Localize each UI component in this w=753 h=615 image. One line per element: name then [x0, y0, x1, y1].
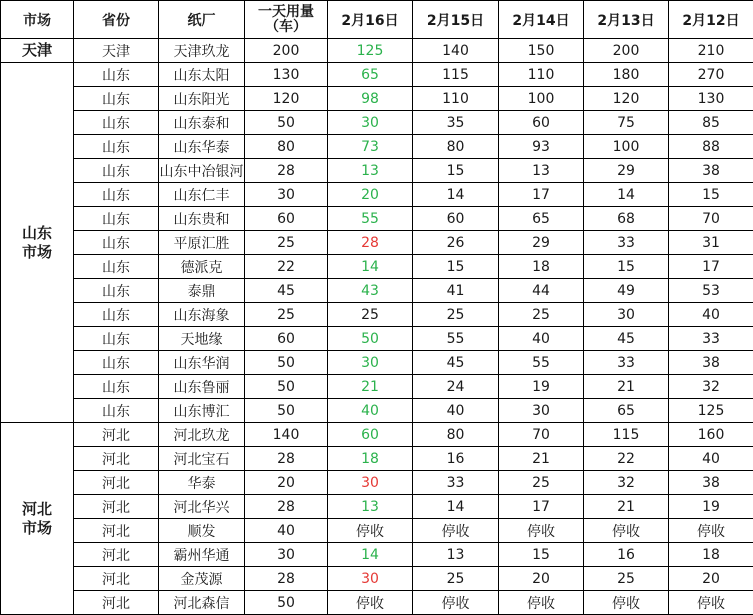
value-0214-cell: 停收 — [499, 519, 584, 543]
value-0216-cell: 13 — [328, 159, 413, 183]
header-daily-usage — [245, 1, 328, 39]
value-0214-cell: 20 — [499, 567, 584, 591]
value-0212-cell: 160 — [669, 423, 753, 447]
daily-usage-cell: 50 — [245, 111, 328, 135]
value-0213-cell: 21 — [584, 495, 669, 519]
value-0216-cell: 25 — [328, 303, 413, 327]
value-0215-cell: 15 — [413, 159, 499, 183]
value-0212-cell: 31 — [669, 231, 753, 255]
value-0215-cell: 35 — [413, 111, 499, 135]
header-daily-usage-line2: （车） — [265, 19, 307, 35]
header-row — [1, 1, 753, 39]
header-date-0212: 2月12日 — [669, 1, 753, 39]
daily-usage-cell: 28 — [245, 159, 328, 183]
table-row — [1, 183, 753, 207]
mill-cell: 泰鼎 — [159, 279, 245, 303]
mill-cell: 山东海象 — [159, 303, 245, 327]
value-0216-cell: 28 — [328, 231, 413, 255]
value-0216-cell: 43 — [328, 279, 413, 303]
header-province: 省份 — [74, 1, 159, 39]
value-0215-cell: 110 — [413, 87, 499, 111]
value-0214-cell: 19 — [499, 375, 584, 399]
value-0216-cell: 40 — [328, 399, 413, 423]
market-label-line1: 山东 — [22, 224, 52, 242]
province-cell: 河北 — [74, 591, 159, 615]
daily-usage-cell: 28 — [245, 495, 328, 519]
value-0216-cell: 55 — [328, 207, 413, 231]
value-0214-cell: 40 — [499, 327, 584, 351]
value-0213-cell: 200 — [584, 39, 669, 63]
mill-cell: 山东中冶银河 — [159, 159, 245, 183]
value-0212-cell: 18 — [669, 543, 753, 567]
value-0214-cell: 110 — [499, 63, 584, 87]
value-0215-cell: 60 — [413, 207, 499, 231]
mill-cell: 华泰 — [159, 471, 245, 495]
value-0216-cell: 14 — [328, 543, 413, 567]
province-cell: 山东 — [74, 63, 159, 87]
daily-usage-cell: 50 — [245, 399, 328, 423]
value-0212-cell: 17 — [669, 255, 753, 279]
value-0216-cell: 18 — [328, 447, 413, 471]
value-0215-cell: 40 — [413, 399, 499, 423]
value-0216-cell: 30 — [328, 351, 413, 375]
daily-usage-cell: 50 — [245, 591, 328, 615]
mill-cell: 天津玖龙 — [159, 39, 245, 63]
value-0216-cell: 50 — [328, 327, 413, 351]
value-0216-cell: 65 — [328, 63, 413, 87]
value-0214-cell: 30 — [499, 399, 584, 423]
value-0215-cell: 停收 — [413, 591, 499, 615]
value-0215-cell: 14 — [413, 183, 499, 207]
value-0215-cell: 41 — [413, 279, 499, 303]
table-row — [1, 399, 753, 423]
value-0212-cell: 38 — [669, 471, 753, 495]
table-row — [1, 159, 753, 183]
header-date-0214: 2月14日 — [499, 1, 584, 39]
table-row — [1, 63, 753, 87]
mill-cell: 河北森信 — [159, 591, 245, 615]
value-0215-cell: 26 — [413, 231, 499, 255]
value-0212-cell: 停收 — [669, 591, 753, 615]
value-0214-cell: 70 — [499, 423, 584, 447]
value-0216-cell: 14 — [328, 255, 413, 279]
value-0215-cell: 14 — [413, 495, 499, 519]
value-0216-cell: 30 — [328, 567, 413, 591]
header-date-0215: 2月15日 — [413, 1, 499, 39]
value-0216-cell: 停收 — [328, 591, 413, 615]
value-0212-cell: 32 — [669, 375, 753, 399]
province-cell: 河北 — [74, 543, 159, 567]
value-0216-cell: 停收 — [328, 519, 413, 543]
value-0216-cell: 21 — [328, 375, 413, 399]
province-cell: 山东 — [74, 279, 159, 303]
province-cell: 山东 — [74, 135, 159, 159]
value-0213-cell: 33 — [584, 351, 669, 375]
value-0215-cell: 13 — [413, 543, 499, 567]
province-cell: 山东 — [74, 351, 159, 375]
daily-usage-cell: 30 — [245, 183, 328, 207]
value-0213-cell: 15 — [584, 255, 669, 279]
value-0215-cell: 16 — [413, 447, 499, 471]
province-cell: 河北 — [74, 423, 159, 447]
value-0215-cell: 45 — [413, 351, 499, 375]
table-row — [1, 231, 753, 255]
province-cell: 山东 — [74, 327, 159, 351]
daily-usage-cell: 40 — [245, 519, 328, 543]
province-cell: 河北 — [74, 495, 159, 519]
daily-usage-cell: 45 — [245, 279, 328, 303]
mill-cell: 河北宝石 — [159, 447, 245, 471]
daily-usage-cell: 120 — [245, 87, 328, 111]
value-0213-cell: 33 — [584, 231, 669, 255]
value-0216-cell: 125 — [328, 39, 413, 63]
market-label-line2: 市场 — [22, 519, 52, 537]
table-row — [1, 447, 753, 471]
value-0213-cell: 180 — [584, 63, 669, 87]
value-0216-cell: 98 — [328, 87, 413, 111]
value-0214-cell: 13 — [499, 159, 584, 183]
value-0213-cell: 120 — [584, 87, 669, 111]
mill-cell: 平原汇胜 — [159, 231, 245, 255]
table-row — [1, 327, 753, 351]
table-row — [1, 567, 753, 591]
value-0212-cell: 33 — [669, 327, 753, 351]
table-row — [1, 87, 753, 111]
mill-cell: 德派克 — [159, 255, 245, 279]
daily-usage-cell: 60 — [245, 327, 328, 351]
value-0215-cell: 80 — [413, 135, 499, 159]
value-0213-cell: 75 — [584, 111, 669, 135]
table-body — [1, 39, 753, 615]
mill-cell: 山东博汇 — [159, 399, 245, 423]
mill-cell: 河北玖龙 — [159, 423, 245, 447]
mill-cell: 山东鲁丽 — [159, 375, 245, 399]
value-0215-cell: 24 — [413, 375, 499, 399]
value-0214-cell: 21 — [499, 447, 584, 471]
value-0214-cell: 100 — [499, 87, 584, 111]
value-0213-cell: 停收 — [584, 591, 669, 615]
value-0212-cell: 15 — [669, 183, 753, 207]
mill-cell: 河北华兴 — [159, 495, 245, 519]
value-0212-cell: 70 — [669, 207, 753, 231]
mill-cell: 顺发 — [159, 519, 245, 543]
value-0215-cell: 115 — [413, 63, 499, 87]
value-0212-cell: 210 — [669, 39, 753, 63]
value-0214-cell: 93 — [499, 135, 584, 159]
table-row — [1, 375, 753, 399]
daily-usage-cell: 50 — [245, 375, 328, 399]
table-row — [1, 543, 753, 567]
market-cell — [1, 423, 74, 615]
value-0212-cell: 40 — [669, 303, 753, 327]
province-cell: 山东 — [74, 159, 159, 183]
province-cell: 山东 — [74, 87, 159, 111]
daily-usage-cell: 22 — [245, 255, 328, 279]
table-row — [1, 519, 753, 543]
value-0212-cell: 85 — [669, 111, 753, 135]
value-0214-cell: 15 — [499, 543, 584, 567]
table-row — [1, 111, 753, 135]
value-0213-cell: 68 — [584, 207, 669, 231]
mill-cell: 山东贵和 — [159, 207, 245, 231]
value-0215-cell: 停收 — [413, 519, 499, 543]
province-cell: 天津 — [74, 39, 159, 63]
header-daily-usage-line1: 一天用量 — [258, 4, 314, 20]
value-0216-cell: 30 — [328, 471, 413, 495]
value-0214-cell: 停收 — [499, 591, 584, 615]
header-date-0213: 2月13日 — [584, 1, 669, 39]
value-0214-cell: 60 — [499, 111, 584, 135]
daily-usage-cell: 20 — [245, 471, 328, 495]
daily-usage-cell: 50 — [245, 351, 328, 375]
province-cell: 河北 — [74, 471, 159, 495]
value-0214-cell: 17 — [499, 183, 584, 207]
daily-usage-cell: 30 — [245, 543, 328, 567]
province-cell: 山东 — [74, 231, 159, 255]
mill-cell: 霸州华通 — [159, 543, 245, 567]
daily-usage-cell: 28 — [245, 567, 328, 591]
table-row — [1, 591, 753, 615]
value-0216-cell: 30 — [328, 111, 413, 135]
province-cell: 山东 — [74, 111, 159, 135]
value-0214-cell: 25 — [499, 303, 584, 327]
mill-cell: 山东阳光 — [159, 87, 245, 111]
value-0216-cell: 60 — [328, 423, 413, 447]
value-0213-cell: 115 — [584, 423, 669, 447]
value-0213-cell: 45 — [584, 327, 669, 351]
table-row — [1, 279, 753, 303]
value-0213-cell: 100 — [584, 135, 669, 159]
value-0216-cell: 73 — [328, 135, 413, 159]
mill-cell: 山东华泰 — [159, 135, 245, 159]
table-row — [1, 303, 753, 327]
header-market: 市场 — [1, 1, 74, 39]
province-cell: 山东 — [74, 375, 159, 399]
value-0216-cell: 20 — [328, 183, 413, 207]
mill-cell: 天地缘 — [159, 327, 245, 351]
market-cell: 天津 — [1, 39, 74, 63]
table-row — [1, 135, 753, 159]
value-0214-cell: 44 — [499, 279, 584, 303]
header-mill: 纸厂 — [159, 1, 245, 39]
daily-usage-cell: 25 — [245, 303, 328, 327]
value-0215-cell: 33 — [413, 471, 499, 495]
value-0212-cell: 40 — [669, 447, 753, 471]
daily-usage-cell: 80 — [245, 135, 328, 159]
value-0215-cell: 55 — [413, 327, 499, 351]
table-row — [1, 423, 753, 447]
mill-cell: 山东华润 — [159, 351, 245, 375]
value-0216-cell: 13 — [328, 495, 413, 519]
daily-usage-cell: 130 — [245, 63, 328, 87]
value-0214-cell: 29 — [499, 231, 584, 255]
mill-cell: 山东仁丰 — [159, 183, 245, 207]
table-row — [1, 471, 753, 495]
table-row — [1, 207, 753, 231]
value-0213-cell: 30 — [584, 303, 669, 327]
value-0212-cell: 130 — [669, 87, 753, 111]
value-0214-cell: 65 — [499, 207, 584, 231]
value-0213-cell: 22 — [584, 447, 669, 471]
value-0212-cell: 125 — [669, 399, 753, 423]
province-cell: 山东 — [74, 303, 159, 327]
table-row — [1, 39, 753, 63]
value-0213-cell: 停收 — [584, 519, 669, 543]
value-0212-cell: 270 — [669, 63, 753, 87]
province-cell: 山东 — [74, 255, 159, 279]
market-cell — [1, 63, 74, 423]
value-0212-cell: 停收 — [669, 519, 753, 543]
province-cell: 山东 — [74, 183, 159, 207]
value-0214-cell: 150 — [499, 39, 584, 63]
header-date-0216: 2月16日 — [328, 1, 413, 39]
table-row — [1, 351, 753, 375]
mill-cell: 山东太阳 — [159, 63, 245, 87]
table-row — [1, 495, 753, 519]
value-0212-cell: 38 — [669, 159, 753, 183]
province-cell: 河北 — [74, 519, 159, 543]
mill-cell: 山东泰和 — [159, 111, 245, 135]
value-0215-cell: 15 — [413, 255, 499, 279]
value-0213-cell: 16 — [584, 543, 669, 567]
daily-usage-cell: 200 — [245, 39, 328, 63]
value-0213-cell: 49 — [584, 279, 669, 303]
province-cell: 河北 — [74, 567, 159, 591]
value-0213-cell: 32 — [584, 471, 669, 495]
province-cell: 山东 — [74, 399, 159, 423]
table-row — [1, 255, 753, 279]
value-0213-cell: 65 — [584, 399, 669, 423]
value-0212-cell: 19 — [669, 495, 753, 519]
value-0214-cell: 17 — [499, 495, 584, 519]
value-0215-cell: 80 — [413, 423, 499, 447]
daily-usage-cell: 140 — [245, 423, 328, 447]
daily-usage-cell: 28 — [245, 447, 328, 471]
province-cell: 山东 — [74, 207, 159, 231]
value-0214-cell: 25 — [499, 471, 584, 495]
daily-usage-cell: 25 — [245, 231, 328, 255]
value-0213-cell: 21 — [584, 375, 669, 399]
market-label-line2: 市场 — [22, 243, 52, 261]
value-0212-cell: 20 — [669, 567, 753, 591]
value-0215-cell: 140 — [413, 39, 499, 63]
value-0213-cell: 25 — [584, 567, 669, 591]
value-0212-cell: 38 — [669, 351, 753, 375]
value-0215-cell: 25 — [413, 567, 499, 591]
mill-cell: 金茂源 — [159, 567, 245, 591]
value-0213-cell: 29 — [584, 159, 669, 183]
value-0212-cell: 88 — [669, 135, 753, 159]
value-0214-cell: 18 — [499, 255, 584, 279]
market-label-line1: 河北 — [22, 500, 52, 518]
value-0212-cell: 53 — [669, 279, 753, 303]
province-cell: 河北 — [74, 447, 159, 471]
daily-usage-cell: 60 — [245, 207, 328, 231]
value-0214-cell: 55 — [499, 351, 584, 375]
value-0215-cell: 25 — [413, 303, 499, 327]
value-0213-cell: 14 — [584, 183, 669, 207]
